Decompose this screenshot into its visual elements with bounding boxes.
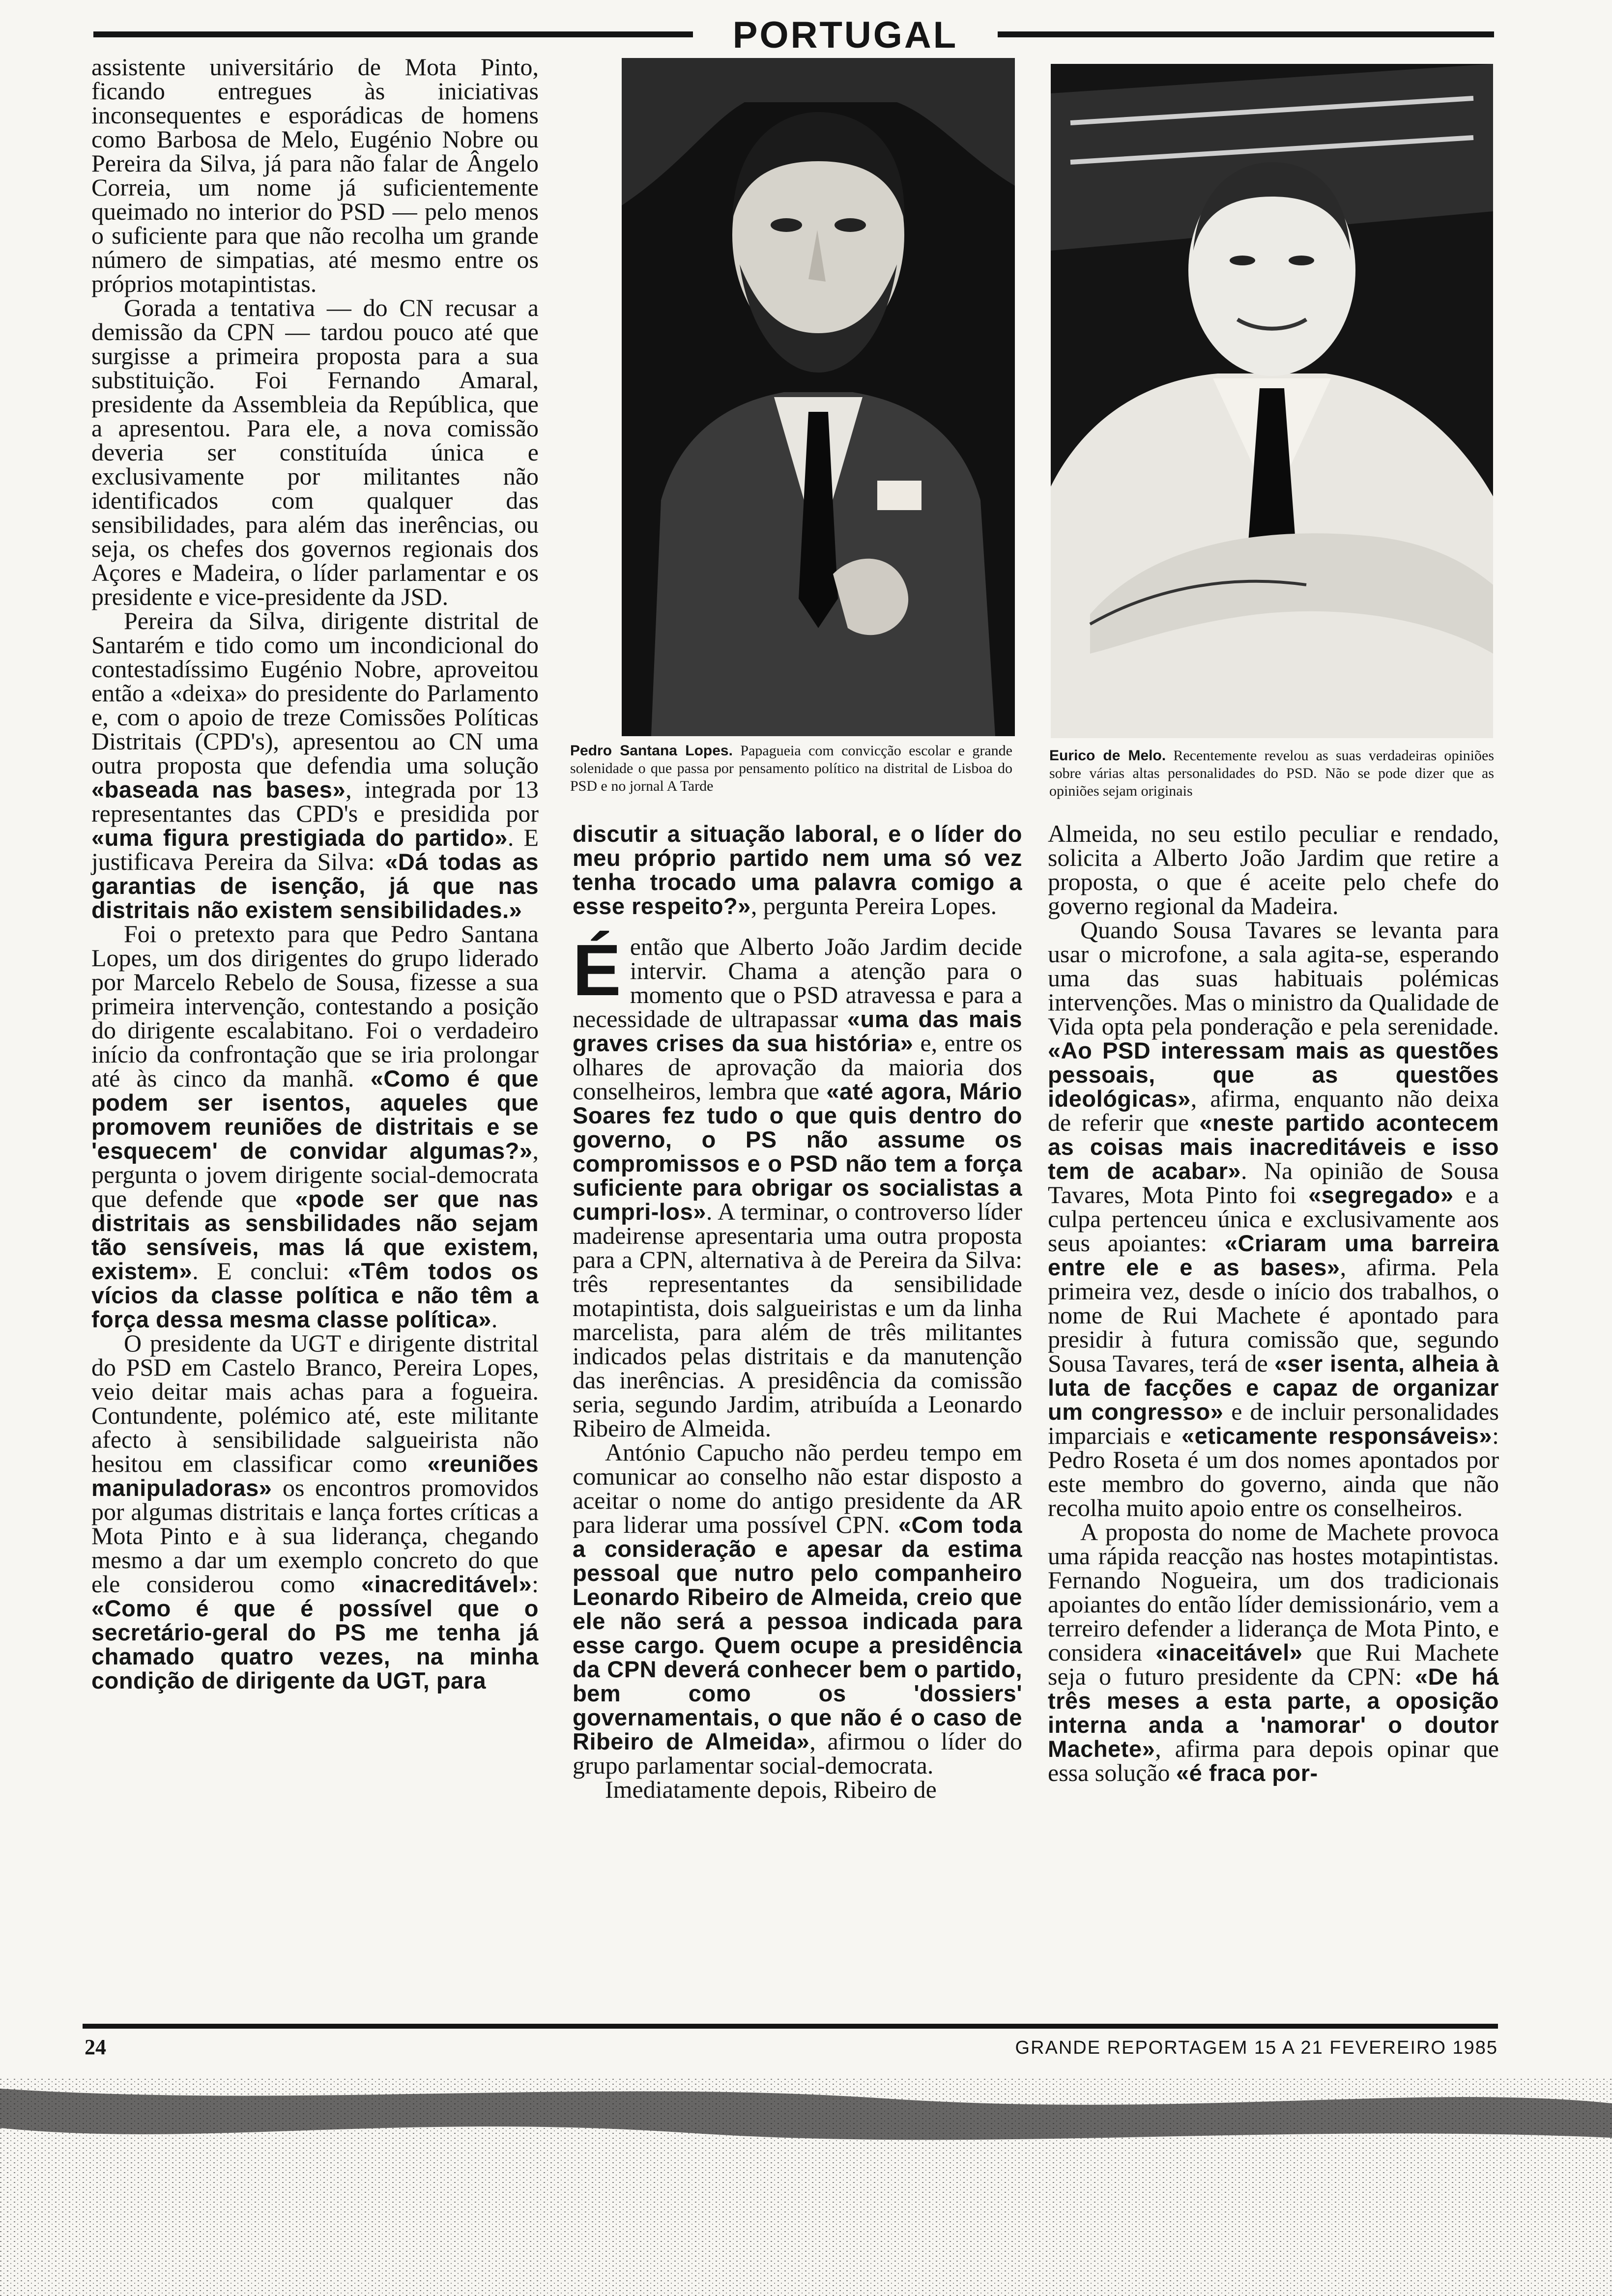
photo-caption-2: [1049, 747, 1494, 800]
body-text: Pereira da Silva, dirigente distrital de Santarém e tido como um incondicional do contestadíssimo Eugénio Nobre, aproveitou então a «deixa» do presidente do Parlamento e, com o apoio de treze Comissões Políticas Distritais (CPD's), apresentou ao CN uma outra proposta que defendia uma solução: [91, 607, 539, 779]
body-text: , afirma. Pela primeira vez, desde o início dos trabalhos, o nome de Rui Machete é apontado para presidir à futura comissão que, segundo Sousa Tavares, terá de: [1048, 1253, 1499, 1377]
photo-eurico-de-melo: [1051, 64, 1493, 738]
quote-text: «até agora, Mário Soares fez tudo o que quis dentro do governo, o PS não assume os compromissos e o PSD não tem a força suficiente para obrigar os socialistas a cumpri-los»: [573, 1078, 1022, 1225]
quote-text: «eticamente responsáveis»: [1181, 1423, 1493, 1449]
header-rule-right: [998, 31, 1494, 37]
paragraph: [1048, 822, 1499, 918]
body-text: , afirmou o líder do grupo parlamentar social-democrata.: [573, 1727, 1022, 1779]
body-text: . E justificava Pereira da Silva:: [91, 824, 539, 875]
body-text: . Na opinião de Sousa Tavares, Mota Pinto foi: [1048, 1157, 1499, 1208]
body-text: , afirma, enquanto não deixa de referir que: [1048, 1085, 1499, 1136]
quote-text: «uma das mais graves crises da sua história»: [573, 1006, 1022, 1056]
body-text: , afirma para depois opinar que essa solução: [1048, 1735, 1499, 1786]
paragraph: [573, 930, 1022, 1442]
body-text: A proposta do nome de Machete provoca uma rápida reacção nas hostes motapintistas. Fernando Nogueira, um dos tradicionais apoiantes do então líder demissionário, vem a terreiro defender a liderança de Mota Pinto, e considera: [1048, 1518, 1499, 1666]
caption-2-name: Eurico de Melo.: [1049, 747, 1166, 764]
body-text: Quando Sousa Tavares se levanta para usar o microfone, a sala agita-se, esperando uma das suas habituais polémicas intervenções. Mas o ministro da Qualidade de Vida opta pela ponderação e pela serenidade.: [1048, 916, 1499, 1040]
quote-text: «Com toda a consideração e apesar da estima pessoal que nutro pelo companheiro Leonardo Ribeiro de Almeida, creio que ele não será a pessoa indicada para esse cargo. Quem ocupe a presidência da CPN deverá conhecer bem o partido, bem como os 'dossiers' governamentais, o que não é o caso de Ribeiro de Almeida»: [573, 1512, 1022, 1754]
portrait-illustration-1: [622, 58, 1015, 736]
quote-text: discutir a situação laboral, e o líder do meu próprio partido nem uma só vez tenha trocado uma palavra comigo a esse respeito?»: [573, 821, 1022, 919]
body-text: e de incluir personalidades imparciais e: [1048, 1398, 1499, 1449]
body-text: , integrada por 13 representantes das CPD's e presidida por: [91, 775, 539, 827]
quote-text: «uma figura prestigiada do partido»: [91, 825, 508, 851]
scan-noise-margin: [0, 2079, 1612, 2296]
section-title: PORTUGAL: [732, 14, 958, 56]
body-text: .: [491, 1305, 498, 1333]
footer-rule: [83, 2024, 1498, 2029]
quote-text: «segregado»: [1308, 1182, 1454, 1208]
quote-text: «reuniões manipuladoras»: [91, 1451, 539, 1501]
body-text: que Rui Machete seja o futuro presidente da CPN:: [1048, 1638, 1499, 1690]
body-text: . E conclui:: [192, 1257, 348, 1285]
quote-text: «Ao PSD interessam mais as questões pessoais, que as questões ideológicas»: [1048, 1037, 1499, 1112]
drop-cap: É: [573, 930, 621, 1011]
quote-text: «é fraca por-: [1176, 1760, 1318, 1786]
body-text: os encontros promovidos por algumas distritais e lança fortes críticas a Mota Pinto e à sua liderança, chegando mesmo a dar um exemplo concreto do que ele considerou como: [91, 1474, 539, 1598]
caption-1-name: Pedro Santana Lopes.: [570, 743, 733, 759]
article-column-2: [573, 822, 1022, 1802]
paragraph: [91, 922, 539, 1331]
page-number: 24: [85, 2035, 106, 2059]
paragraph: [91, 55, 539, 296]
paragraph: [573, 1778, 1022, 1802]
quote-text: «Têm todos os vícios da classe política e não têm a força dessa mesma classe política»: [91, 1258, 539, 1332]
caption-1-text: Papagueia com convicção escolar e grande solenidade o que passa por pensamento político na distrital de Lisboa do PSD e no jornal A Tarde: [570, 743, 1012, 794]
body-text: Gorada a tentativa — do CN recusar a demissão da CPN — tardou pouco até que surgisse a primeira proposta para a sua substituição. Foi Fernando Amaral, presidente da Assembleia da República, que a apresentou. Para ele, a nova comissão deveria ser constituída única e exclusivamente por militantes não identificados com qualquer das sensibilidades, para além das inerências, ou seja, os chefes dos governos regionais dos Açores e Madeira, o líder parlamentar e os presidente e vice-presidente da JSD.: [91, 294, 539, 610]
body-text: : Pedro Roseta é um dos nomes apontados por este membro do governo, ainda que não recolha muito apoio entre os conselheiros.: [1048, 1422, 1499, 1521]
body-text: e a culpa pertenceu única e exclusivamente aos seus apoiantes:: [1048, 1181, 1499, 1257]
quote-text: «neste partido acontecem as coisas mais inacreditáveis e isso tem de acabar»: [1048, 1110, 1499, 1184]
paragraph: [91, 296, 539, 609]
body-text: António Capucho não perdeu tempo em comunicar ao conselho não estar disposto a aceitar o nome do antigo presidente da AR para liderar uma possível CPN.: [573, 1438, 1022, 1538]
quote-text: «inaceitável»: [1155, 1639, 1303, 1665]
quote-text: «baseada nas bases»: [91, 776, 346, 803]
body-text: . A terminar, o controverso líder madeirense apresentaria uma outra proposta para a CPN, alternativa à de Pereira da Silva: três representantes da sensibilidade motapintista, dois salgueiristas e um da linha marcelista, para além de três militantes indicados pelas distritais e da manutenção das inerências. A presidência da comissão seria, segundo Jardim, atribuída a Leonardo Ribeiro de Almeida.: [573, 1198, 1022, 1442]
paragraph: [91, 609, 539, 922]
paragraph: [573, 822, 1022, 918]
paragraph: [91, 1331, 539, 1693]
body-text: :: [532, 1570, 539, 1598]
scan-noise-texture: [0, 2079, 1612, 2296]
article-column-1: [91, 55, 539, 1693]
paragraph: [573, 1440, 1022, 1778]
quote-text: «Como é que é possível que o secretário-geral do PS me tenha já chamado quatro vezes, na minha condição de dirigente da UGT, para: [91, 1595, 539, 1693]
photo-caption-1: [570, 742, 1012, 795]
body-text: Almeida, no seu estilo peculiar e rendado, solicita a Alberto João Jardim que retire a proposta, o que é aceite pelo chefe do governo regional da Madeira.: [1048, 820, 1499, 919]
body-text: , pergunta Pereira Lopes.: [750, 892, 997, 919]
photo-pedro-santana-lopes: [622, 58, 1015, 736]
quote-text: «pode ser que nas distritais as sensbilidades não sejam tão sensíveis, mas lá que existem, existem»: [91, 1186, 539, 1284]
body-text: O presidente da UGT e dirigente distrital do PSD em Castelo Branco, Pereira Lopes, veio deitar mais achas para a fogueira. Contundente, polémico até, este militante afecto à sensibilidade salgueirista não hesitou em classificar como: [91, 1329, 539, 1477]
quote-text: «De há três meses a esta parte, a oposição interna anda a 'namorar' o doutor Machete»: [1048, 1664, 1499, 1762]
caption-2-text: Recentemente revelou as suas verdadeiras opiniões sobre várias altas personalidades do PSD. Não se pode dizer que as opiniões sejam originais: [1049, 747, 1494, 799]
article-column-3: [1048, 822, 1499, 1785]
publication-info: GRANDE REPORTAGEM 15 A 21 FEVEREIRO 1985: [1015, 2038, 1498, 2058]
portrait-illustration-2: [1051, 64, 1493, 738]
body-text: Foi o pretexto para que Pedro Santana Lopes, um dos dirigentes do grupo liderado por Marcelo Rebelo de Sousa, fizesse a sua primeira intervenção, contestando a posição do dirigente escalabitano. Foi o verdadeiro início da confrontação que se iria prolongar até às cinco da manhã.: [91, 920, 539, 1092]
paragraph: [1048, 1520, 1499, 1785]
header-rule-left: [93, 31, 693, 37]
body-text: Imediatamente depois, Ribeiro de: [605, 1776, 937, 1803]
quote-text: «ser isenta, alheia à luta de facções e capaz de organizar um congresso»: [1048, 1350, 1499, 1425]
quote-text: «Dá todas as garantias de isenção, já que nas distritais não existem sensibilidades.»: [91, 849, 539, 923]
quote-text: «Como é que podem ser isentos, aqueles que promovem reuniões de distritais e se 'esquecem' de convidar algumas?»: [91, 1065, 539, 1164]
body-text: e, entre os olhares de aprovação da maioria dos conselheiros, lembra que: [573, 1029, 1022, 1105]
body-text: assistente universitário de Mota Pinto, ficando entregues às iniciativas inconsequentes e esporádicas de homens como Barbosa de Melo, Eugénio Nobre ou Pereira da Silva, já para não falar de Ângelo Correia, um nome já suficientemente queimado no interior do PSD — pelo menos o suficiente para que não recolha um grande número de simpatias, até mesmo entre os próprios motapintistas.: [91, 53, 539, 297]
quote-text: «Criaram uma barreira entre ele e as bases»: [1048, 1230, 1499, 1280]
body-text: , pergunta o jovem dirigente social-democrata que defende que: [91, 1137, 539, 1212]
paragraph: [1048, 918, 1499, 1520]
section-header: [93, 16, 1494, 55]
quote-text: «inacreditável»: [361, 1571, 532, 1597]
body-text: então que Alberto João Jardim decide intervir. Chama a atenção para o momento que o PSD atravessa e para a necessidade de ultrapassar: [573, 933, 1022, 1033]
